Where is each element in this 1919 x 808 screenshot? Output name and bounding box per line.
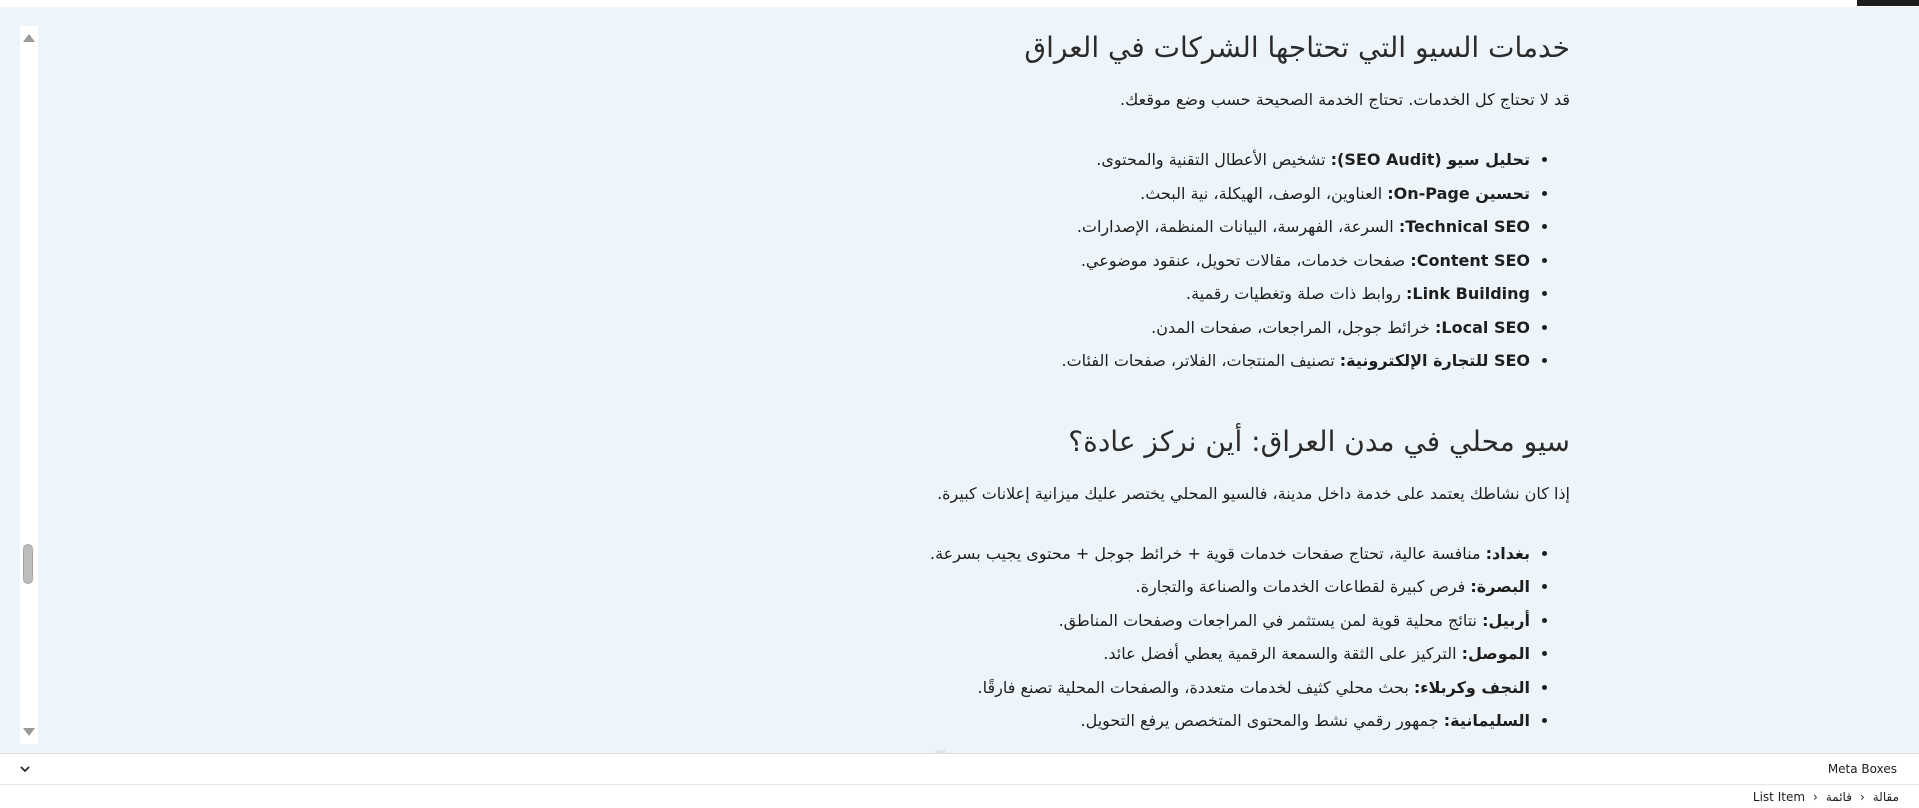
meta-boxes-label[interactable]: Meta Boxes: [1827, 762, 1897, 776]
cities-list: [770, 537, 1570, 738]
scroll-down-icon[interactable]: [23, 728, 35, 736]
chevron-left-icon: ‹: [1859, 790, 1865, 804]
list-item[interactable]: [770, 637, 1530, 671]
services-heading[interactable]: خدمات السيو التي تحتاجها الشركات في العراق: [1024, 31, 1570, 64]
scroll-thumb[interactable]: [23, 544, 33, 584]
list-item-term: Local SEO:: [1435, 317, 1530, 337]
list-item-desc: جمهور رقمي نشط والمحتوى المتخصص يرفع التحويل.: [1080, 711, 1444, 730]
list-item[interactable]: [770, 311, 1530, 345]
list-item-term: Technical SEO:: [1398, 217, 1530, 236]
list-item-desc: التركيز على الثقة والسمعة الرقمية يعطي أفضل عائد.: [1103, 644, 1462, 663]
chevron-left-icon: ‹: [1813, 790, 1818, 804]
list-item-desc: خرائط جوجل، المراجعات، صفحات المدن.: [1151, 317, 1436, 337]
list-item-term: الموصل:: [1461, 644, 1530, 663]
list-item-term: Content SEO:: [1410, 250, 1530, 270]
list-item-desc: منافسة عالية، تحتاج صفحات خدمات قوية + خرائط جوجل + محتوى يجيب بسرعة.: [929, 543, 1486, 563]
list-item-desc: تشخيص الأعطال التقنية والمحتوى.: [1096, 150, 1331, 169]
list-item-desc: السرعة، الفهرسة، البيانات المنظمة، الإصدارات.: [1076, 217, 1399, 236]
chevron-down-icon[interactable]: [18, 762, 32, 776]
list-item-desc: فرص كبيرة لقطاعات الخدمات والصناعة والتجارة.: [1135, 577, 1471, 596]
block-breadcrumb-bar: [0, 785, 1919, 808]
list-item-term: Link Building:: [1405, 284, 1530, 303]
list-item[interactable]: [770, 344, 1530, 378]
toolbar-button[interactable]: [1857, 0, 1919, 6]
list-item-term: تحسين On-Page:: [1387, 183, 1530, 203]
list-item[interactable]: [770, 210, 1530, 244]
services-intro[interactable]: قد لا تحتاج كل الخدمات. تحتاج الخدمة الصحيحة حسب وضع موقعك.: [1120, 90, 1570, 109]
list-item-term: أربيل:: [1482, 610, 1530, 630]
list-item[interactable]: [770, 143, 1530, 177]
list-item-desc: العناوين، الوصف، الهيكلة، نية البحث.: [1140, 183, 1388, 203]
list-item-desc: تصنيف المنتجات، الفلاتر، صفحات الفئات.: [1061, 351, 1340, 370]
list-item-term: السليمانية:: [1443, 711, 1530, 730]
scroll-up-icon[interactable]: [23, 34, 35, 42]
list-item[interactable]: [770, 604, 1530, 638]
list-item[interactable]: [770, 570, 1530, 604]
breadcrumb-item-current: List Item: [1752, 790, 1806, 804]
breadcrumb-item[interactable]: مقالة: [1872, 790, 1899, 804]
local-seo-intro[interactable]: إذا كان نشاطك يعتمد على خدمة داخل مدينة، فالسيو المحلي يختصر عليك ميزانية إعلانات كبيرة.: [937, 483, 1570, 503]
list-item-term: SEO للتجارة الإلكترونية:: [1339, 351, 1530, 370]
breadcrumb-item[interactable]: قائمة: [1825, 790, 1852, 804]
editor-canvas: [0, 7, 1919, 753]
meta-boxes-panel[interactable]: [0, 753, 1919, 785]
breadcrumb: [1753, 790, 1899, 804]
list-item-term: بغداد:: [1485, 543, 1530, 563]
list-item[interactable]: [770, 537, 1530, 571]
list-item-desc: بحث محلي كثيف لخدمات متعددة، والصفحات المحلية تصنع فارقًا.: [977, 677, 1414, 697]
list-item-term: النجف وكربلاء:: [1413, 677, 1530, 697]
local-seo-heading[interactable]: سيو محلي في مدن العراق: أين نركز عادة؟: [1068, 424, 1570, 458]
list-item[interactable]: [770, 671, 1530, 705]
list-item[interactable]: [770, 244, 1530, 278]
list-item-desc: روابط ذات صلة وتغطيات رقمية.: [1186, 284, 1406, 303]
list-item-term: البصرة:: [1470, 577, 1530, 596]
list-item[interactable]: [770, 704, 1530, 738]
list-item[interactable]: [770, 277, 1530, 311]
list-item[interactable]: [770, 177, 1530, 211]
vertical-scrollbar[interactable]: [20, 26, 38, 744]
article-content: [770, 7, 1570, 738]
list-item-desc: نتائج محلية قوية لمن يستثمر في المراجعات وصفحات المناطق.: [1058, 610, 1483, 630]
services-list: [770, 143, 1570, 378]
list-item-term: تحليل سيو (SEO Audit):: [1330, 150, 1530, 169]
list-item-desc: صفحات خدمات، مقالات تحويل، عنقود موضوعي.: [1080, 250, 1411, 270]
